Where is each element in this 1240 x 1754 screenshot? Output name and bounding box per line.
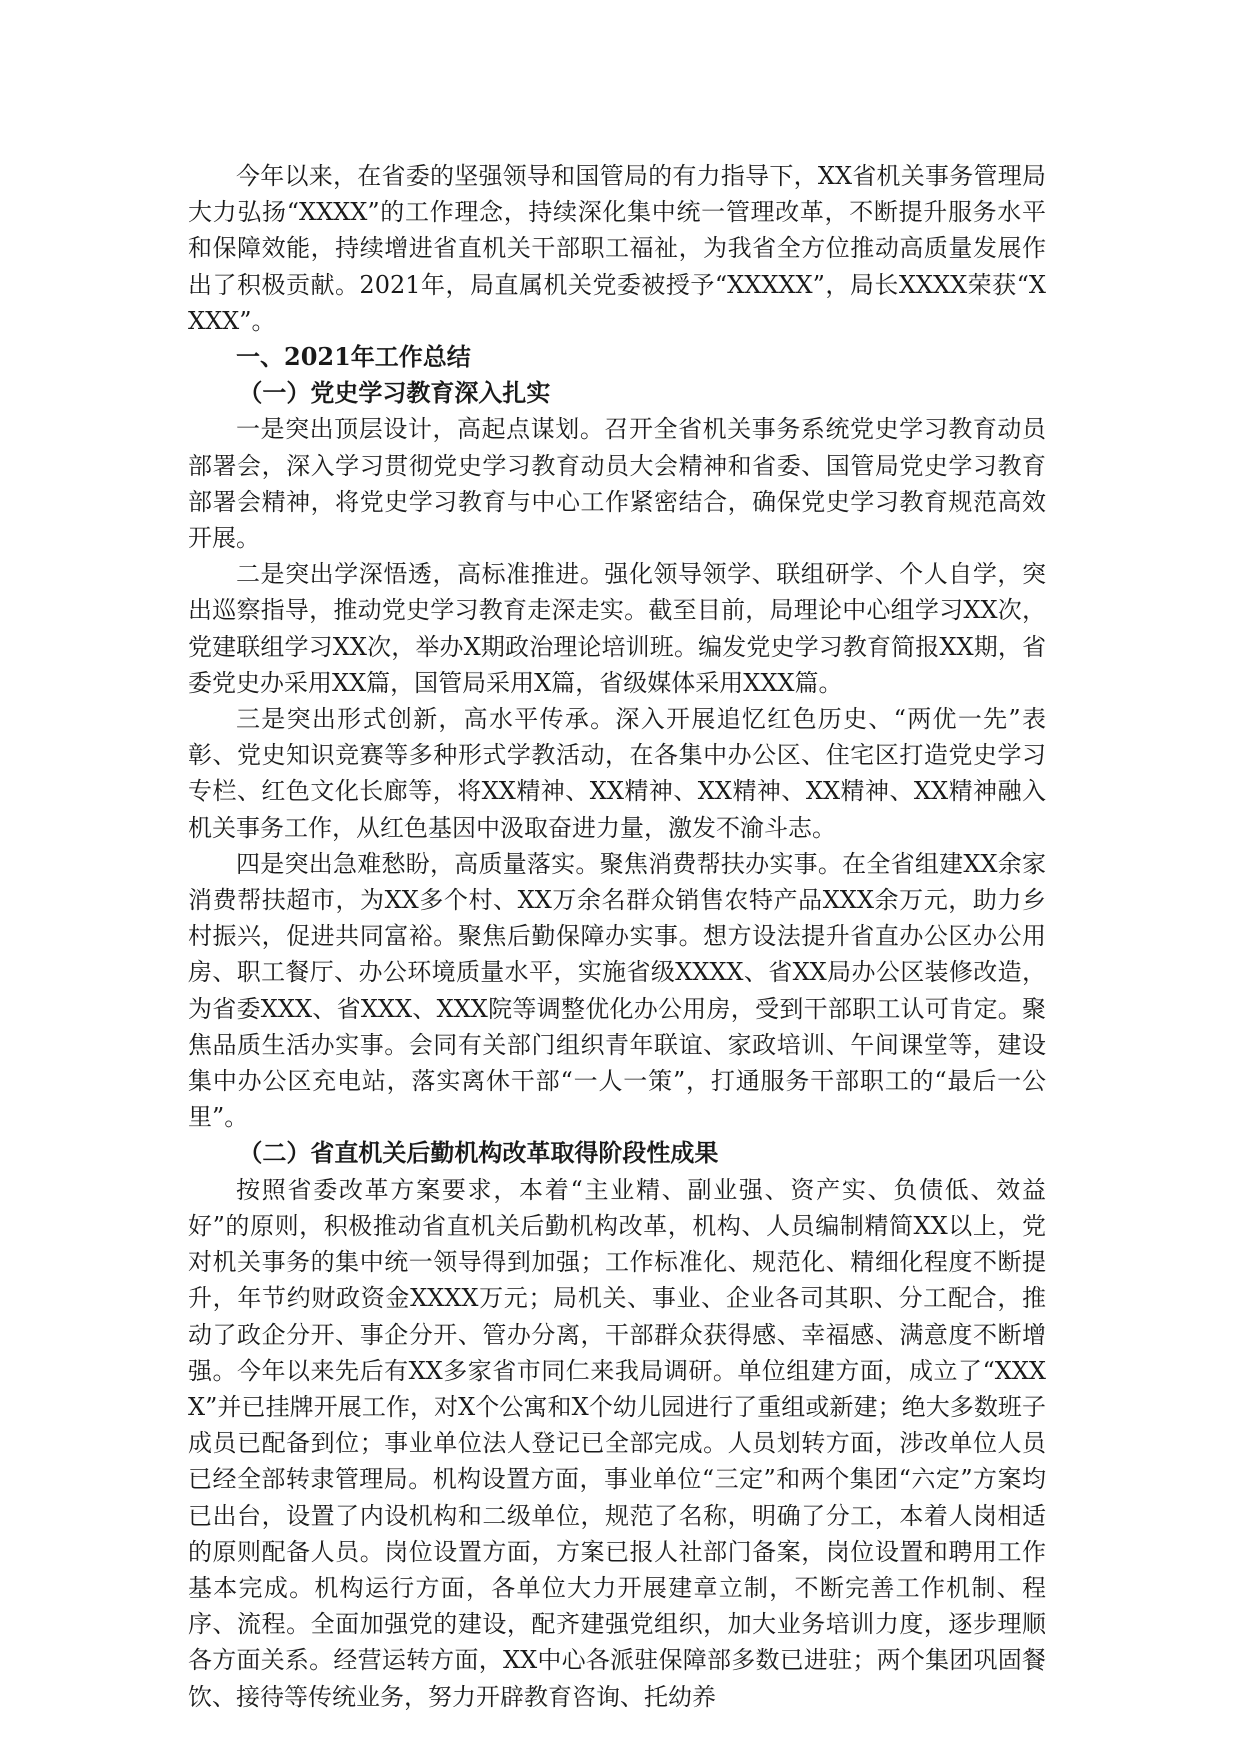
paragraph-form-innovation: 三是突出形式创新，高水平传承。深入开展追忆红色历史、“两优一先”表彰、党史知识竞赛等多种形式学教活动，在各集中办公区、住宅区打造党史学习专栏、红色文化长廊等，将XX精神、XX精神、XX精神、XX精神、XX精神融入机关事务工作，从红色基因中汲取奋进力量，激发不渝斗志。 bbox=[188, 705, 1046, 842]
paragraph-logistics-reform: 按照省委改革方案要求，本着“主业精、副业强、资产实、负债低、效益好”的原则，积极推动省直机关后勤机构改革，机构、人员编制精简XX以上，党对机关事务的集中统一领导得到加强；工作标准化、规范化、精细化程度不断提升，年节约财政资金XXXX万元；局机关、事业、企业各司其职、分工配合，推动了政企分开、事企分开、管办分离，干部群众获得感、幸福感、满意度不断增强。今年以来先后有XX多家省市同仁来我局调研。单位组建方面，成立了“XXXX”并已挂牌开展工作，对X个公寓和X个幼儿园进行了重组或新建；绝大多数班子成员已配备到位；事业单位法人登记已全部完成。人员划转方面，涉改单位人员已经全部转隶管理局。机构设置方面，事业单位“三定”和两个集团“六定”方案均已出台，设置了内设机构和二级单位，规范了名称，明确了分工，本着人岗相适的原则配备人员。岗位设置方面，方案已报人社部门备案，岗位设置和聘用工作基本完成。机构运行方面，各单位大力开展建章立制，不断完善工作机制、程序、流程。全面加强党的建设，配齐建强党组织，加大业务培训力度，逐步理顺各方面关系。经营运转方面，XX中心各派驻保障部多数已进驻；两个集团巩固餐饮、接待等传统业务，努力开辟教育咨询、托幼养 bbox=[188, 1175, 1046, 1711]
paragraph-top-level-design: 一是突出顶层设计，高起点谋划。召开全省机关事务系统党史学习教育动员部署会，深入学习贯彻党史学习教育动员大会精神和省委、国管局党史学习教育部署会精神，将党史学习教育与中心工作紧密结合，确保党史学习教育规范高效开展。 bbox=[188, 415, 1046, 553]
subsection-heading-party-history: （一）党史学习教育深入扎实 bbox=[238, 378, 551, 408]
subsection-heading-logistics-reform: （二）省直机关后勤机构改革取得阶段性成果 bbox=[238, 1138, 719, 1168]
paragraph-deep-study: 二是突出学深悟透，高标准推进。强化领导领学、联组研学、个人自学，突出巡察指导，推动党史学习教育走深走实。截至目前，局理论中心组学习XX次，党建联组学习XX次，举办X期政治理论培训班。编发党史学习教育简报XX期，省委党史办采用XX篇，国管局采用X篇，省级媒体采用XXX篇。 bbox=[188, 560, 1046, 697]
intro-paragraph: 今年以来，在省委的坚强领导和国管局的有力指导下，XX省机关事务管理局大力弘扬“XXXX”的工作理念，持续深化集中统一管理改革，不断提升服务水平和保障效能，持续增进省直机关干部职工福祉，为我省全方位推动高质量发展作出了积极贡献。2021年，局直属机关党委被授予“XXXXX”，局长XXXX荣获“XXXX”。 bbox=[188, 162, 1046, 335]
document-body bbox=[188, 158, 1046, 1715]
section-heading-work-summary: 一、2021年工作总结 bbox=[236, 342, 471, 372]
paragraph-practical-matters: 四是突出急难愁盼，高质量落实。聚焦消费帮扶办实事。在全省组建XX余家消费帮扶超市，为XX多个村、XX万余名群众销售农特产品XXX余万元，助力乡村振兴，促进共同富裕。聚焦后勤保障办实事。想方设法提升省直办公区办公用房、职工餐厅、办公环境质量水平，实施省级XXXX、省XX局办公区装修改造，为省委XXX、省XXX、XXX院等调整优化办公用房，受到干部职工认可肯定。聚焦品质生活办实事。会同有关部门组织青年联谊、家政培训、午间课堂等，建设集中办公区充电站，落实离休干部“一人一策”，打通服务干部职工的“最后一公里”。 bbox=[188, 849, 1046, 1132]
